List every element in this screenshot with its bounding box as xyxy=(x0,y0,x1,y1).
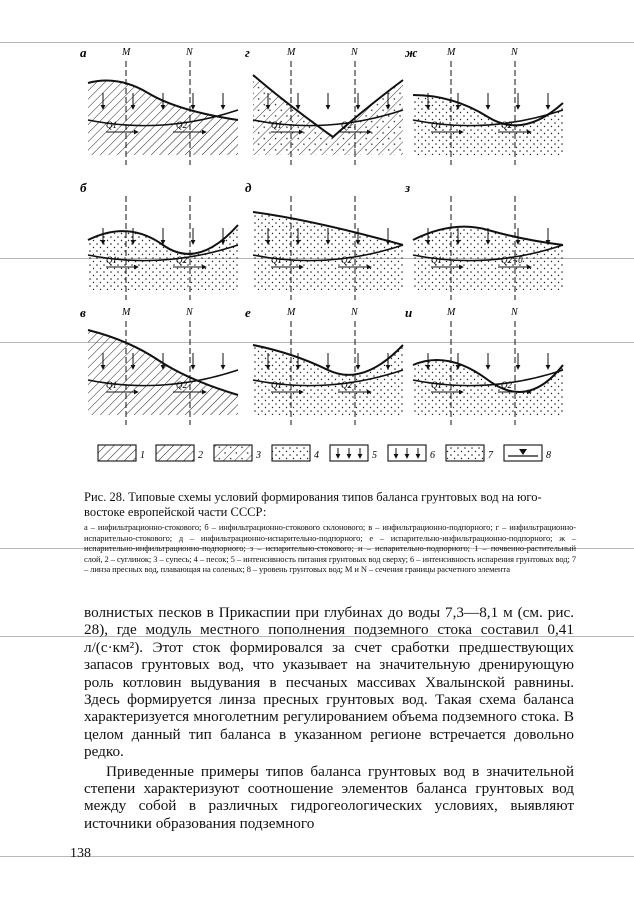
legend-number: 6 xyxy=(430,450,435,461)
legend-number: 2 xyxy=(198,450,203,461)
figure-panel xyxy=(80,180,238,300)
q1-label: Q1 xyxy=(106,255,117,265)
legend-number: 4 xyxy=(314,450,319,461)
legend-number: 1 xyxy=(140,450,145,461)
figure-caption-title: Рис. 28. Типовые схемы условий формирования типов баланса грунтовых вод на юго-востоке европейской части СССР: xyxy=(84,490,542,519)
legend-item xyxy=(388,445,435,461)
legend-swatch xyxy=(272,445,310,461)
soil-fill xyxy=(253,75,403,155)
legend-number: 3 xyxy=(256,450,261,461)
panel-label: а xyxy=(80,45,87,60)
scan-line xyxy=(0,856,634,857)
section-label: N xyxy=(511,307,518,318)
legend-item xyxy=(214,445,261,461)
section-label: M xyxy=(287,307,296,318)
section-label: N xyxy=(351,307,358,318)
legend-number: 7 xyxy=(488,450,493,461)
q2-label: Q2 xyxy=(176,380,187,390)
panel-label: и xyxy=(405,305,413,320)
figure-panel xyxy=(80,45,238,165)
paragraph: волнистых песков в Прикаспии при глубинах до воды 7,3—8,1 м (см. рис. 28), где модуль местного пополнения подземного стока составил 0,41 л/(с·км²). Этот сток формировался за счет сработки предшествующих запасов грунтовых вод, что указывает на значительную дренирующую роль котловин выдувания в песчаных массивах Хвалынской равнины. Здесь формируется линза пресных грунтовых вод. Такая схема баланса характеризуется многолетним регулированием объема подземного стока. В целом данный тип баланса в указанном регионе встречается довольно редко. xyxy=(84,604,574,761)
section-label: N xyxy=(351,47,358,58)
q1-label: Q1 xyxy=(271,380,282,390)
body-text xyxy=(84,604,574,832)
legend-item xyxy=(330,445,377,461)
figure-panel xyxy=(405,45,563,165)
legend-number: 5 xyxy=(372,450,377,461)
panel-label: г xyxy=(245,45,250,60)
legend-swatch xyxy=(98,445,136,461)
q2-label: Q2=0 xyxy=(501,255,523,265)
q1-label: Q1 xyxy=(431,380,442,390)
q2-label: Q2 xyxy=(176,255,187,265)
panel-label: б xyxy=(80,180,87,195)
section-label: M xyxy=(122,47,131,58)
section-label: M xyxy=(447,307,456,318)
section-label: M xyxy=(122,307,131,318)
figure-panel xyxy=(245,305,403,425)
paragraph: Приведенные примеры типов баланса грунтовых вод в значительной степени характеризуют соотношение элементов баланса грунтовых вод между собой в различных гидрогеологических условиях, выявляют источники образования подземного xyxy=(84,762,574,832)
panel-label: ж xyxy=(405,45,418,60)
legend-item xyxy=(504,445,551,461)
figure-panel xyxy=(404,180,563,300)
section-label: N xyxy=(511,47,518,58)
legend-item xyxy=(98,445,145,461)
legend-swatch xyxy=(214,445,252,461)
legend-swatch xyxy=(156,445,194,461)
q2-label: Q2 xyxy=(341,120,352,130)
soil-fill xyxy=(88,81,238,155)
q2-label: Q2 xyxy=(176,120,187,130)
figure-panel xyxy=(405,305,563,425)
figure-panel xyxy=(80,305,238,425)
q1-label: Q1 xyxy=(431,255,442,265)
section-label: M xyxy=(287,47,296,58)
soil-fill xyxy=(88,330,238,415)
section-label: N xyxy=(186,307,193,318)
panel-label: з xyxy=(405,180,411,195)
panel-label: д xyxy=(245,180,252,195)
q2-label: Q2 xyxy=(501,120,512,130)
panel-label: е xyxy=(245,305,251,320)
legend-item xyxy=(156,445,203,461)
legend-number: 8 xyxy=(546,450,551,461)
q1-label: Q1 xyxy=(106,120,117,130)
legend-swatch xyxy=(446,445,484,461)
q1-label: Q1 xyxy=(431,120,442,130)
q1-label: Q1 xyxy=(271,120,282,130)
q2-label: Q2 xyxy=(341,255,352,265)
balance-schemes-figure xyxy=(78,40,578,470)
page-number: 138 xyxy=(70,846,91,861)
panel-label: в xyxy=(80,305,86,320)
q2-label: Q2 xyxy=(341,380,352,390)
figure-panel xyxy=(245,45,403,165)
figure-caption-legend: а – инфильтрационно-стокового; б – инфильтрационно-стокового склонового; в – инфильтрационно-подпорного; г – инфильтрационно-испарительно-стокового; д – инфильтрационно-испарительно-подпорного; е – испарительно-инфильтрационно-подпорного; ж – испарительно-инфильтрационно-подпорного; з – испарительно-стокового; и – испарительно-подпорного; 1 – почвенно-растительный слой, 2 – суглинок; 3 – супесь; 4 – песок; 5 – интенсивность питания грунтовых вод сверху; 6 – интенсивность испарения грунтовых вод; 7 – линза пресных вод, плавающая на соленых; 8 – уровень грунтовых вод; M и N – сечения границы расчетного элемента xyxy=(84,522,576,575)
section-label: N xyxy=(186,47,193,58)
q1-label: Q1 xyxy=(271,255,282,265)
q1-label: Q1 xyxy=(106,380,117,390)
legend-item xyxy=(272,445,319,461)
legend-item xyxy=(446,445,494,461)
section-label: M xyxy=(447,47,456,58)
figure-panel xyxy=(245,180,403,300)
q2-label: Q2 xyxy=(501,380,512,390)
